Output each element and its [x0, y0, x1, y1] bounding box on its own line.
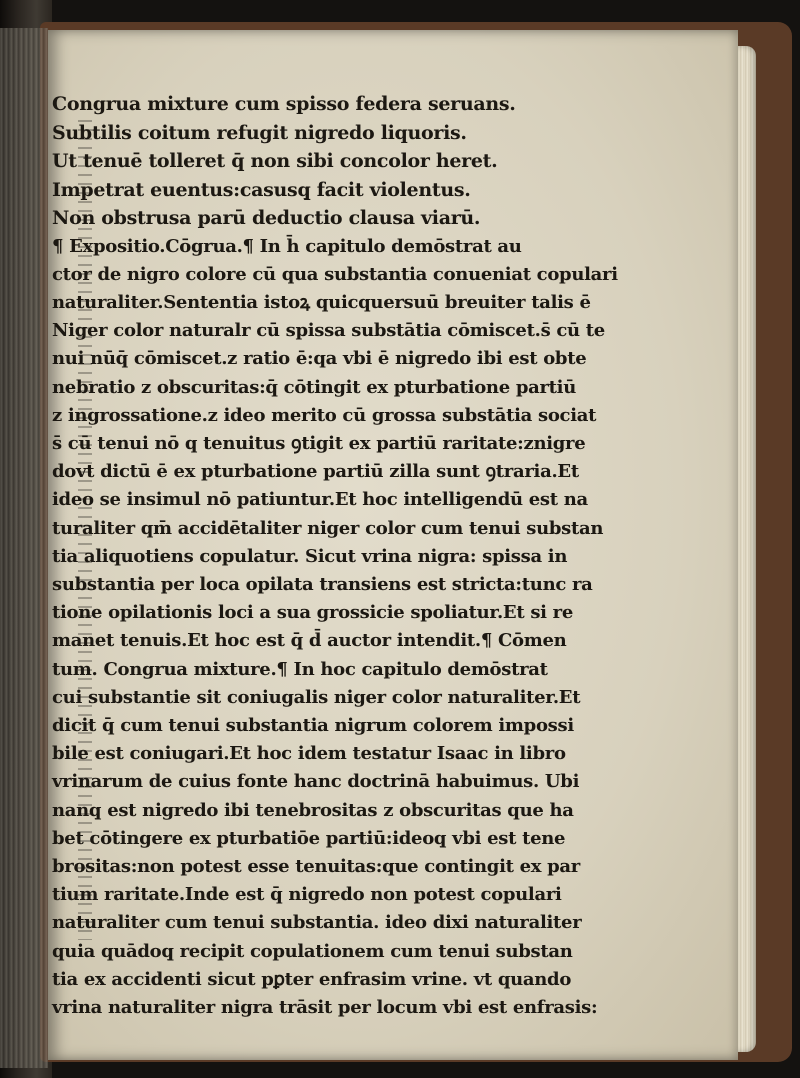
- verse-line: Impetrat euentus:casusq̧ facit violentus.: [52, 178, 471, 201]
- text-line: vrina naturaliter nigra trāsit per locum vbi est enfrasis:: [52, 996, 598, 1018]
- text-line: naturaliter cum tenui substantia. ideo dixi naturaliter: [52, 912, 582, 934]
- text-line: dicit q̄ cum tenui substantia nigrum colorem impossi: [52, 714, 574, 736]
- text-line: manet tenuis.Et hoc est q̄ d̄ auctor intendit.¶ Cōmen: [52, 630, 567, 652]
- text-line: substantia per loca opilata transiens est stricta:tunc ra: [52, 573, 593, 595]
- text-line: tia aliquotiens copulatur. Sicut vrina nigra: spissa in: [52, 545, 568, 567]
- text-line: nui nūq̄ cōmiscet.z ratio ē:qa vbi ē nigredo ibi est obte: [52, 348, 587, 370]
- verse-line: Non obstrusa parū deductio clausa viarū.: [52, 207, 481, 229]
- text-line: naturaliter.Sententia istoꝝ quicquersuū breuiter talis ē: [52, 291, 591, 313]
- text-line: ideo se insimul nō patiuntur.Et hoc intelligendū est na: [52, 489, 588, 511]
- left-page-edges: [0, 28, 48, 1068]
- text-line: turaliter qm̄ accidētaliter niger color cum tenui substan: [52, 517, 604, 539]
- text-line: tium raritate.Inde est q̄ nigredo non potest copulari: [52, 884, 562, 906]
- text-line: bile est coniugari.Et hoc idem testatur Isaac in libro: [52, 743, 566, 765]
- verse-line: Subtilis coitum refugit nigredo liquoris.: [52, 121, 467, 144]
- text-line: ¶ Expositio.Cōgrua.¶ In h̄ capitulo demōstrat au: [52, 235, 522, 257]
- text-line: brositas:non potest esse tenuitas:que contingit ex par: [52, 855, 580, 877]
- text-line: z ingrossatione.z ideo merito cū grossa substātia sociat: [52, 404, 597, 426]
- text-line: s̄ cū tenui nō q tenuitus ꝯtigit ex partiū raritate:znigre: [52, 432, 586, 454]
- text-line: bet cōtingere ex pturbatiōe partiū:ideoq̧ vbi est tene: [52, 827, 566, 849]
- text-line: tione opilationis loci a sua grossicie spoliatur.Et si re: [52, 602, 574, 624]
- text-line: quia quādoq̧ recipit copulationem cum tenui substan: [52, 940, 573, 962]
- page-text: [52, 90, 618, 1022]
- verse-line: Ut tenuē tolleret q̄ non sibi concolor heret.: [52, 150, 498, 172]
- text-line: tia ex accidenti sicut pꝑter enfrasim vrine. vt quando: [52, 968, 572, 990]
- text-line: cui substantie sit coniugalis niger color naturaliter.Et: [52, 686, 581, 708]
- text-line: nanq̧ est nigredo ibi tenebrositas z obscuritas que ha: [52, 799, 574, 821]
- text-line: dovt dictū ē ex pturbatione partiū zilla sunt ꝯtraria.Et: [52, 461, 579, 483]
- verse-line: Congrua mixture cum spisso federa seruans.: [52, 93, 516, 115]
- text-line: tum. Congrua mixture.¶ In hoc capitulo demōstrat: [52, 658, 548, 680]
- text-line: ctor de nigro colore cū qua substantia conueniat copulari: [52, 263, 618, 285]
- text-line: Niger color naturalr cū spissa substātia cōmiscet.s̄ cū te: [52, 320, 605, 342]
- text-line: vrinarum de cuius fonte hanc doctrinā habuimus. Ubi: [52, 771, 580, 793]
- text-line: nebratio z obscuritas:q̄ cōtingit ex pturbatione partiū: [52, 376, 577, 398]
